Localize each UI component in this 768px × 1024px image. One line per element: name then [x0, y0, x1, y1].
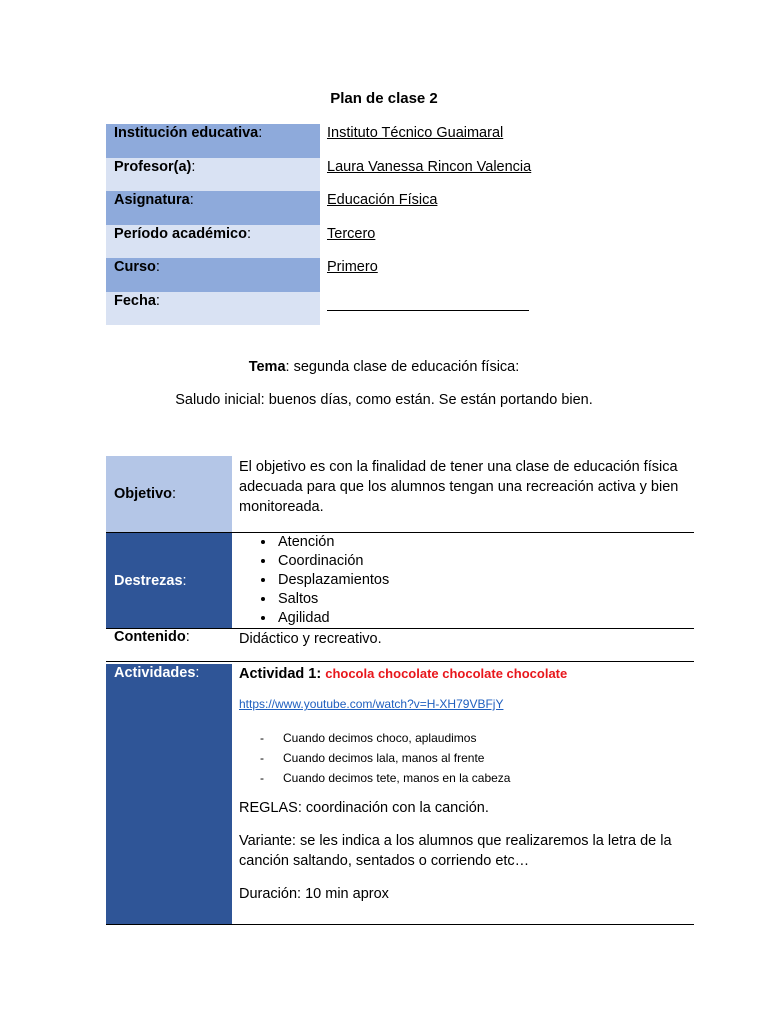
- list-item: - Cuando decimos choco, aplaudimos: [260, 731, 477, 745]
- info-value: Laura Vanessa Rincon Valencia: [327, 158, 532, 175]
- duracion-text: Duración: 10 min aprox: [239, 886, 389, 902]
- list-item: • Desplazamientos: [276, 571, 694, 590]
- tema-line: Tema: segunda clase de educación física:: [248, 359, 520, 375]
- destrezas-list-cell: [232, 533, 694, 628]
- destrezas-list: [232, 533, 694, 628]
- list-item: • Coordinación: [276, 552, 694, 571]
- info-label: Período académico:: [106, 225, 320, 259]
- actividades-content: [232, 664, 694, 904]
- row-actividades: [106, 664, 694, 925]
- contenido-text: Didáctico y recreativo.: [239, 631, 382, 647]
- info-label: Profesor(a):: [106, 158, 320, 192]
- info-value: Educación Física: [327, 192, 438, 208]
- list-item: • Atención: [276, 533, 694, 552]
- lesson-table: [106, 456, 694, 925]
- row-destrezas: [106, 533, 694, 629]
- page-title: Plan de clase 2: [330, 90, 438, 107]
- info-value: Tercero: [327, 225, 376, 242]
- list-item: - Cuando decimos lala, manos al frente: [260, 751, 485, 765]
- saludo-line: Saludo inicial: buenos días, como están. Se están portando bien.: [175, 392, 593, 408]
- steps-list: [239, 728, 694, 788]
- info-label: Institución educativa:: [106, 124, 320, 158]
- objetivo-text: El objetivo es con la finalidad de tener una clase de educación física adecuada para que los alumnos tengan una recreación activa y bien monitoreada.: [239, 459, 679, 515]
- destrezas-label: Destrezas :: [106, 533, 232, 628]
- info-label: Curso:: [106, 258, 320, 292]
- info-label: Fecha:: [106, 292, 320, 326]
- reglas-text: REGLAS: coordinación con la canción.: [239, 800, 489, 816]
- info-value: Instituto Técnico Guaimaral: [327, 125, 504, 141]
- contenido-label: Contenido:: [106, 629, 232, 661]
- date-blank-line: [327, 310, 529, 311]
- info-label: Asignatura:: [106, 191, 320, 225]
- list-item: - Cuando decimos tete, manos en la cabeza: [260, 771, 511, 785]
- list-item: • Saltos: [276, 590, 694, 609]
- youtube-link[interactable]: https://www.youtube.com/watch?v=H-XH79VBFjY: [239, 697, 504, 711]
- actividad-title: Actividad 1: chocola chocolate chocolate chocolate: [239, 666, 568, 682]
- objetivo-label: Objetivo :: [106, 456, 232, 532]
- row-objetivo: [106, 456, 694, 533]
- list-item: • Agilidad: [276, 609, 694, 628]
- actividades-label: Actividades:: [106, 664, 232, 924]
- actividad-subtitle: chocola chocolate chocolate chocolate: [325, 666, 568, 681]
- variante-text: Variante: se les indica a los alumnos que realizaremos la letra de la canción saltando, sentados o corriendo etc…: [239, 833, 672, 869]
- row-contenido: [106, 629, 694, 662]
- info-value: Primero: [327, 259, 378, 275]
